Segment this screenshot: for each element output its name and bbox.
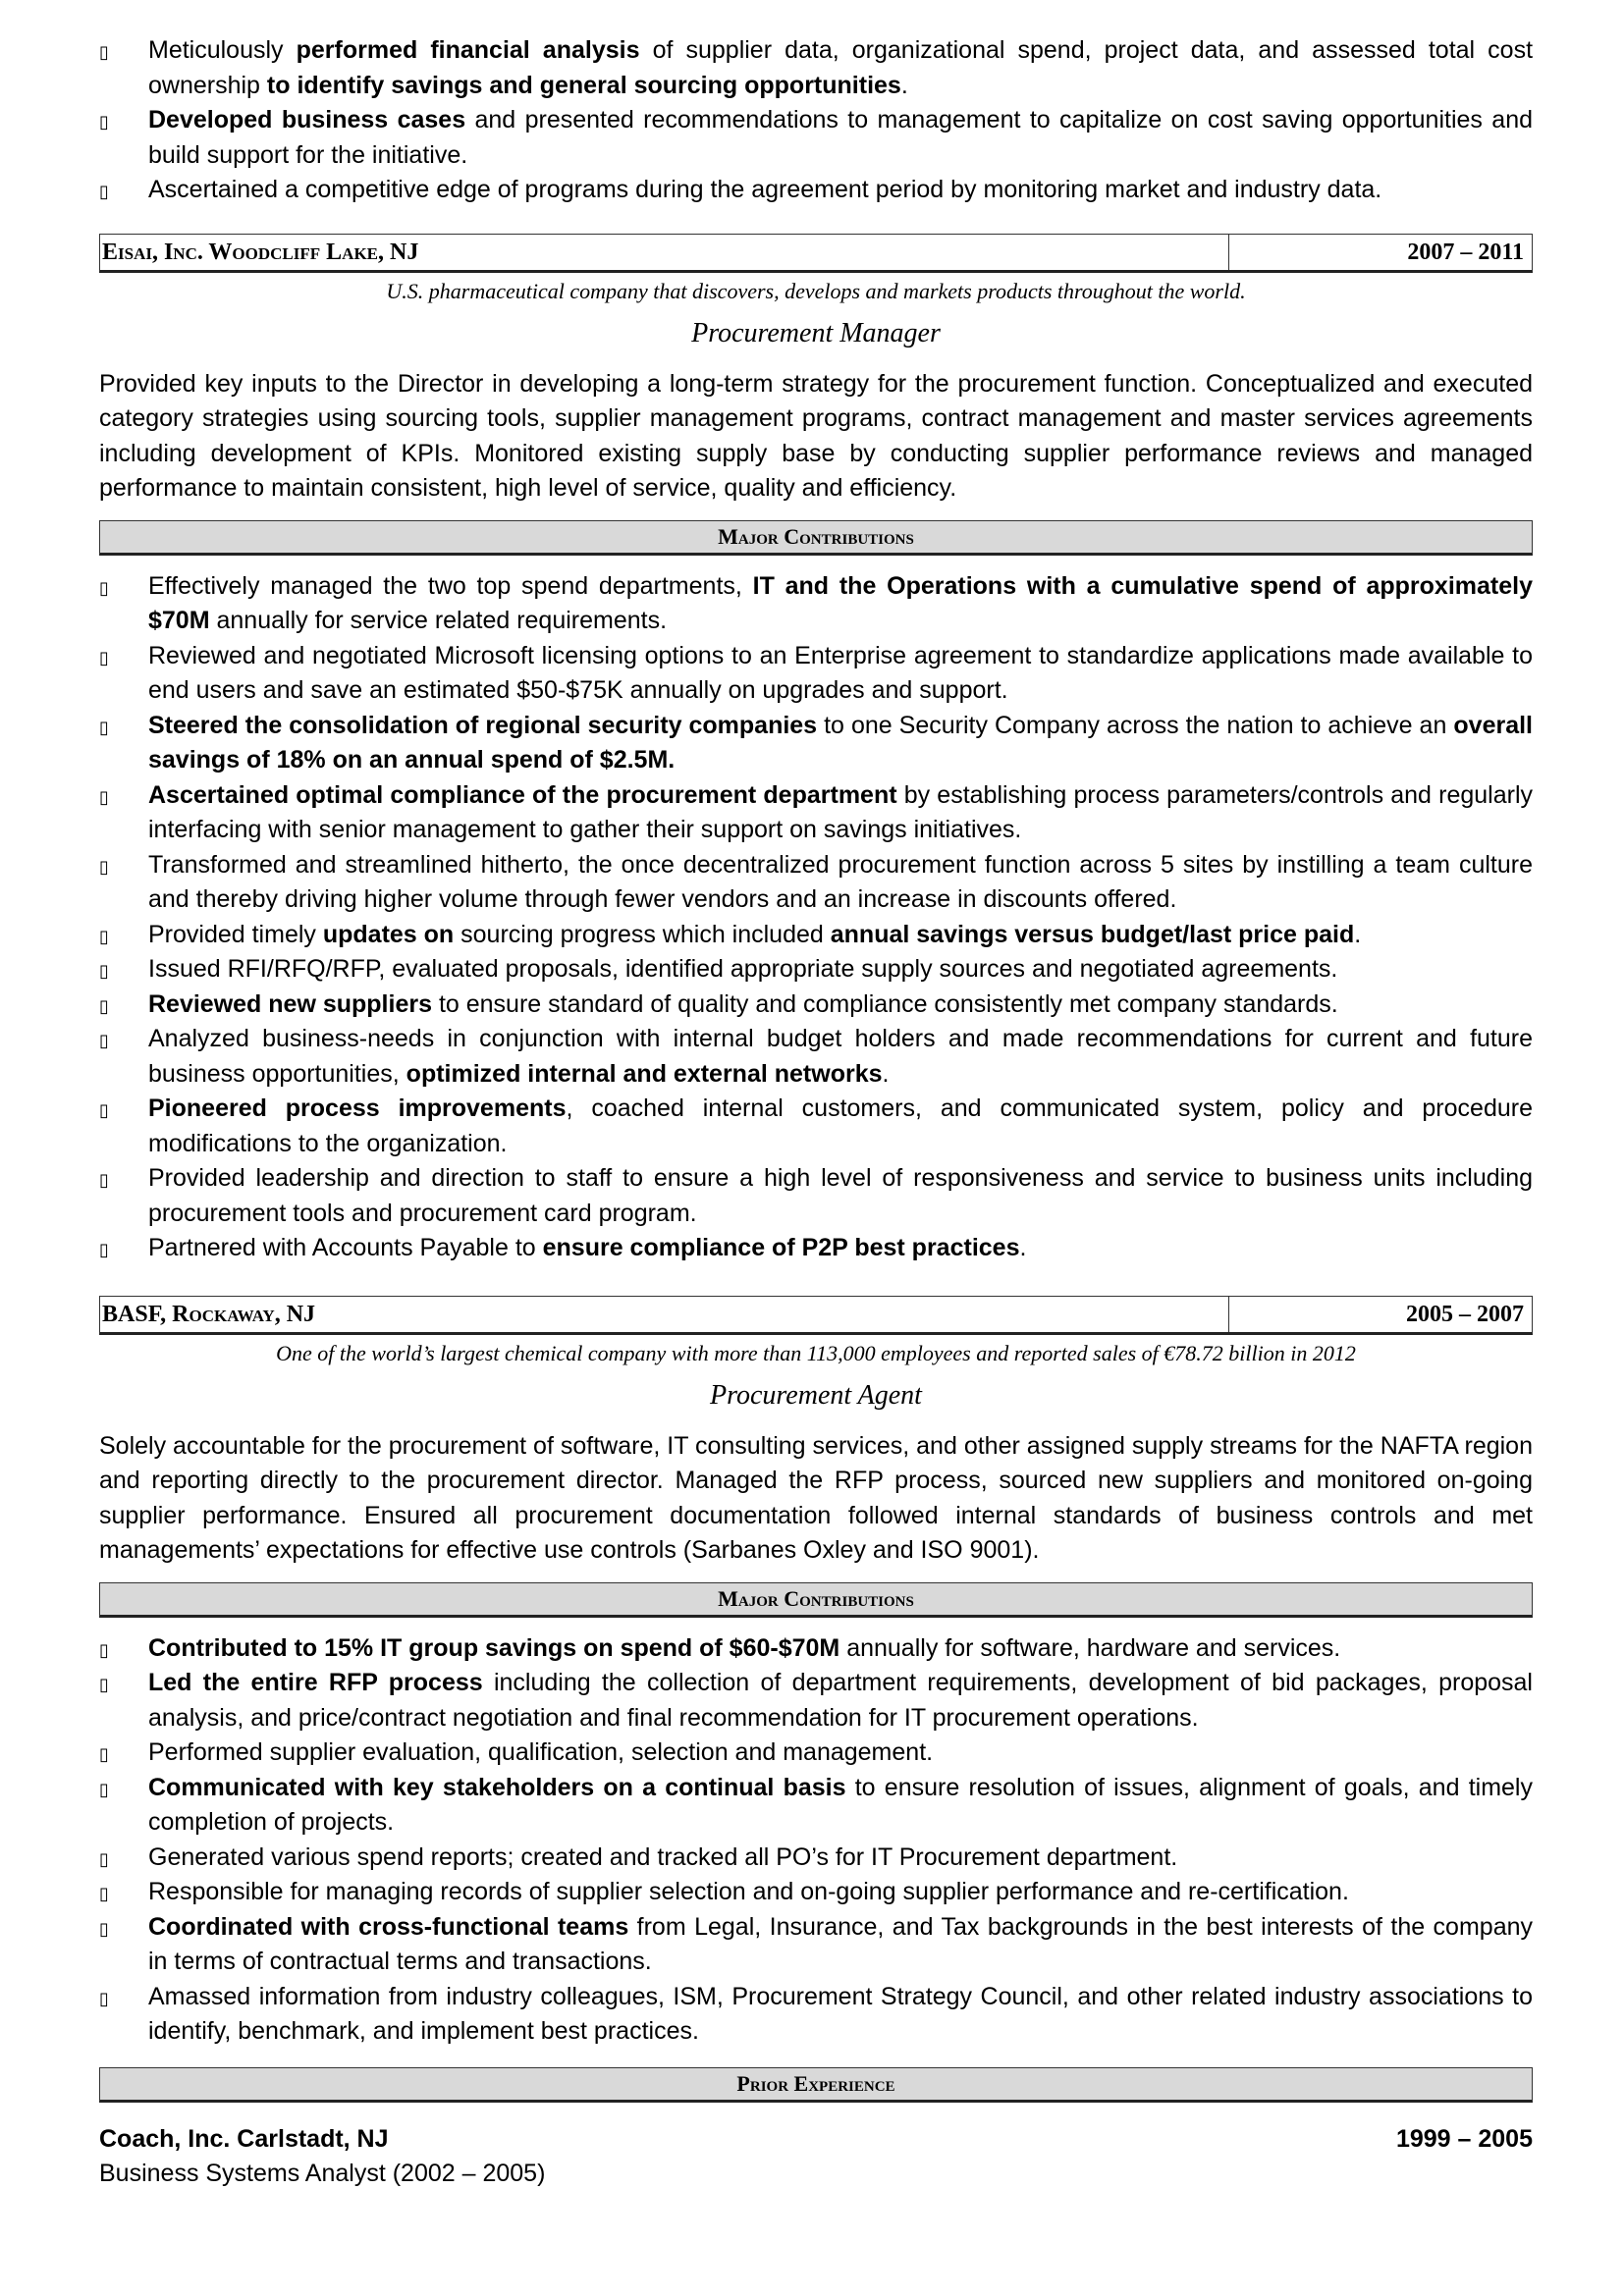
bullet-item [99,952,1533,988]
prior-role: Business Systems Analyst (2002 – 2005) [99,2160,546,2187]
bullet-text: Generated various spend reports; created and tracked all PO’s for IT Procurement department. [148,1842,1178,1871]
company-description: One of the world’s largest chemical company with more than 113,000 employees and reported sales of €78.72 billion in 2012 [276,1340,1356,1365]
section-header-major-contributions: Major Contributions [99,520,1533,556]
prior-company-row [99,2122,1533,2158]
bullet-item [99,918,1533,953]
bullet-item [99,778,1533,848]
bullet-text: to one Security Company across the nation to achieve an [817,711,1454,739]
bullet-item [99,1875,1533,1910]
bullet-text: . [1354,920,1362,948]
bullet-item [99,1841,1533,1876]
bullet-text: of supplier data, organizational spend, project data, and assessed total cost ownership [148,36,1534,99]
bullet-text: Transformed and streamlined hitherto, the once decentralized procurement function across 5 sites by instilling a team culture and thereby driving higher volume through fewer vendors and an increase in discounts offered. [148,850,1533,913]
role-title: Procurement Manager [691,317,941,348]
bullet-icon [99,1092,109,1129]
bullet-text-bold: annual savings versus budget/last price paid [830,920,1355,948]
bullet-icon [99,709,109,746]
bullet-icon [99,952,109,989]
bullet-text-bold: Ascertained optimal compliance of the procurement department [148,780,897,809]
bullet-text-bold: updates on [322,920,455,948]
bullet-text: Meticulously [148,36,297,64]
bullet-item [99,1980,1533,2050]
bullet-text: Reviewed and negotiated Microsoft licensing options to an Enterprise agreement to standardize applications made available to end users and save an estimated $50-$75K annually on upgrades and support. [148,641,1533,704]
bullet-text: , coached internal customers, and communicated system, policy and procedure modifications to the organization. [148,1095,1533,1157]
bullet-text-bold: optimized internal and external networks [406,1059,883,1088]
bullet-icon [99,1666,109,1703]
bullet-text: Partnered with Accounts Payable to [148,1234,543,1261]
bullet-icon [99,778,109,816]
bullet-item [99,639,1533,709]
bullet-item [99,173,1533,208]
company-name: Eisai, Inc. Woodcliff Lake, NJ [100,235,1229,270]
company-name: BASF, Rockaway, NJ [100,1297,1229,1332]
prior-company-dates: 1999 – 2005 [1395,2124,1533,2153]
bullet-text: Performed supplier evaluation, qualification, selection and management. [148,1738,934,1766]
bullet-item [99,1161,1533,1231]
company-dates: 2005 – 2007 [1406,1301,1524,1327]
bullet-text-bold: Developed business cases [148,106,466,133]
bullet-text: Effectively managed the two top spend departments, [148,571,753,600]
bullet-icon [99,1161,109,1199]
bullet-icon [99,33,109,71]
bullet-icon [99,1980,109,2017]
bullet-icon [99,1841,109,1878]
eisai-company-header [99,234,1533,273]
bullet-icon [99,988,109,1025]
section-header-prior-experience: Prior Experience [99,2067,1533,2103]
bullet-text: . [900,71,908,99]
bullet-text-bold: Steered the consolidation of regional security companies [148,711,818,739]
basf-contributions-list [99,1631,1533,2050]
bullet-text: Provided timely [148,920,323,948]
bullet-text: from Legal, Insurance, and Tax backgrounds in the best interests of the company in terms of contractual terms and transactions. [148,1912,1533,1975]
section-header-major-contributions: Major Contributions [99,1582,1533,1618]
bullet-item [99,848,1533,918]
bullet-text: to ensure resolution of issues, alignment of goals, and timely completion of projects. [148,1773,1533,1836]
eisai-contributions-list [99,569,1533,1266]
bullet-text: . [882,1059,890,1088]
bullet-text: sourcing progress which included [454,920,831,948]
bullet-icon [99,639,109,676]
company-dates: 2007 – 2011 [1407,239,1524,265]
bullet-icon [99,1735,109,1773]
bullet-item [99,1771,1533,1841]
bullet-item [99,709,1533,778]
bullet-text: to ensure standard of quality and compliance consistently met company standards. [432,989,1338,1018]
bullet-text-bold: overall savings of 18% on an annual spend of $2.5M. [148,711,1533,774]
bullet-text-bold: Contributed to 15% IT group savings on spend of $60-$70M [148,1633,840,1662]
bullet-icon [99,1022,109,1059]
resume-page [99,33,1533,2192]
bullet-text: and presented recommendations to management to capitalize on cost saving opportunities and build support for the initiative. [148,106,1534,169]
bullet-item [99,1910,1533,1980]
bullet-text-bold: Pioneered process improvements [148,1095,567,1122]
bullet-text: Provided leadership and direction to staff to ensure a high level of responsiveness and service to business units including procurement tools and procurement card program. [148,1164,1533,1227]
bullet-icon [99,173,109,210]
bullet-text-bold: Coordinated with cross-functional teams [148,1912,629,1941]
bullet-item [99,988,1533,1023]
top-bullet-list [99,33,1533,208]
bullet-icon [99,1231,109,1268]
bullet-icon [99,1771,109,1808]
basf-company-header [99,1296,1533,1335]
bullet-text: Responsible for managing records of supplier selection and on-going supplier performance and re-certification. [148,1878,1349,1905]
bullet-text: annually for service related requirements. [209,607,668,634]
role-title: Procurement Agent [710,1379,922,1411]
bullet-text: including the collection of department requirements, development of bid packages, proposal analysis, and price/contract negotiation and final recommendation for IT procurement operations. [148,1669,1533,1732]
bullet-item [99,1092,1533,1161]
bullet-item [99,1022,1533,1092]
bullet-icon [99,1875,109,1912]
bullet-icon [99,569,109,607]
bullet-text-bold: ensure compliance of P2P best practices [542,1234,1020,1261]
bullet-text: annually for software, hardware and services. [839,1633,1341,1662]
bullet-text: by establishing process parameters/controls and regularly interfacing with senior management to gather their support on savings initiatives. [148,780,1533,843]
bullet-item [99,569,1533,639]
role-summary: Provided key inputs to the Director in developing a long-term strategy for the procurement function. Conceptualized and executed category strategies using sourcing tools, supplier management programs, contract management and master services agreements including development of KPIs. Monitored existing supply base by conducting supplier performance reviews and managed performance to maintain consistent, high level of service, quality and efficiency. [99,369,1533,502]
bullet-text-bold: to identify savings and general sourcing opportunities [266,71,901,99]
role-summary: Solely accountable for the procurement of software, IT consulting services, and other assigned supply streams for the NAFTA region and reporting directly to the procurement director. Managed the RFP process, sourced new suppliers and monitored on-going supplier performance. Ensured all procurement documentation followed internal standards of business controls and met managements’ expectations for effective use controls (Sarbanes Oxley and ISO 9001). [99,1431,1533,1564]
bullet-item [99,103,1533,173]
bullet-text: . [1019,1234,1027,1261]
bullet-icon [99,1910,109,1948]
prior-company-name: Coach, Inc. Carlstadt, NJ [99,2124,389,2153]
bullet-icon [99,103,109,140]
bullet-text: Amassed information from industry colleagues, ISM, Procurement Strategy Council, and other related industry associations to identify, benchmark, and implement best practices. [148,1982,1533,2045]
bullet-text-bold: Led the entire RFP process [148,1669,483,1696]
bullet-text-bold: Communicated with key stakeholders on a continual basis [148,1773,846,1801]
bullet-item [99,33,1533,103]
bullet-text-bold: Reviewed new suppliers [148,989,432,1018]
bullet-text: Issued RFI/RFQ/RFP, evaluated proposals, identified appropriate supply sources and negotiated agreements. [148,955,1338,983]
bullet-item [99,1631,1533,1667]
bullet-text-bold: performed financial analysis [296,36,640,64]
bullet-text: Ascertained a competitive edge of programs during the agreement period by monitoring market and industry data. [148,176,1382,203]
bullet-text-bold: IT and the Operations with a cumulative spend of approximately $70M [148,571,1533,634]
bullet-icon [99,1631,109,1669]
company-description: U.S. pharmaceutical company that discovers, develops and markets products throughout the world. [386,278,1246,303]
bullet-item [99,1231,1533,1266]
bullet-icon [99,848,109,885]
bullet-text: Analyzed business-needs in conjunction with internal budget holders and made recommendations for current and future business opportunities, [148,1025,1533,1088]
bullet-icon [99,918,109,955]
bullet-item [99,1666,1533,1735]
bullet-item [99,1735,1533,1771]
